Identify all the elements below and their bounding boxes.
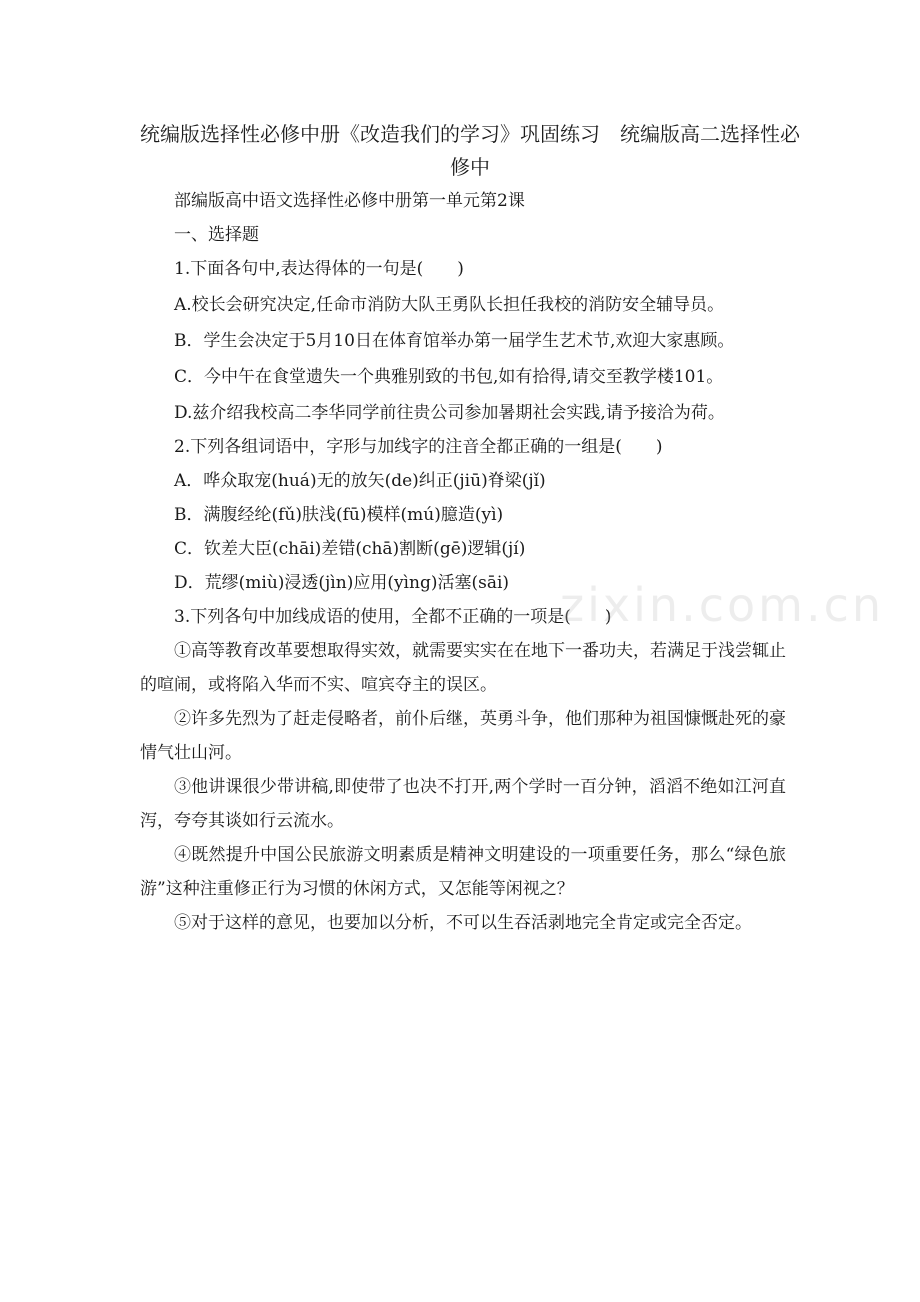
watermark: zixin.com.cn [560,578,885,632]
question-2-stem: 2.下列各组词语中，字形与加线字的注音全都正确的一组是( ) [174,437,663,457]
question-2-option-d: D．荒缪(miù)浸透(jìn)应用(yìng)活塞(sāi) [174,573,510,593]
section-heading: 一、选择题 [174,225,259,245]
question-2-option-c: C．钦差大臣(chāi)差错(chā)割断(gē)逻辑(jí) [174,539,526,559]
question-2-option-a: A．哗众取宠(huá)无的放矢(de)纠正(jiū)脊梁(jǐ) [174,471,546,491]
question-3-item-4: ④既然提升中国公民旅游文明素质是精神文明建设的一项重要任务，那么“绿色旅游”这种注重修正行为习惯的休闲方式，又怎能等闲视之？ [140,845,786,899]
question-3-item-1: ①高等教育改革要想取得实效，就需要实实在在地下一番功夫，若满足于浅尝辄止的喧闹，或将陷入华而不实、喧宾夺主的误区。 [140,641,786,695]
question-1-option-a: A.校长会研究决定,任命市消防大队王勇队长担任我校的消防安全辅导员。 [174,295,725,315]
document-subtitle: 部编版高中语文选择性必修中册第一单元第2课 [174,191,525,211]
question-1-option-d: D.兹介绍我校高二李华同学前往贵公司参加暑期社会实践,请予接洽为荷。 [174,403,725,423]
question-3-item-3: ③他讲课很少带讲稿,即使带了也决不打开,两个学时一百分钟，滔滔不绝如江河直泻，夸夸其谈如行云流水。 [140,777,786,831]
question-1-option-b: B．学生会决定于5月10日在体育馆举办第一届学生艺术节,欢迎大家惠顾。 [174,331,735,351]
question-3-stem: 3.下列各句中加线成语的使用，全都不正确的一项是( ) [174,607,612,627]
question-1-stem: 1.下面各句中,表达得体的一句是( ) [174,259,464,279]
document-body [140,184,786,940]
question-3-item-2: ②许多先烈为了赶走侵略者，前仆后继，英勇斗争，他们那种为祖国慷慨赴死的豪情气壮山河。 [140,709,786,763]
question-2-option-b: B．满腹经纶(fǔ)肤浅(fū)模样(mú)臆造(yì) [174,505,504,525]
question-1-option-c: C．今中午在食堂遗失一个典雅别致的书包,如有拾得,请交至教学楼101。 [174,367,724,387]
question-3-item-5: ⑤对于这样的意见，也要加以分析，不可以生吞活剥地完全肯定或完全否定。 [174,913,752,933]
document-title: 统编版选择性必修中册《改造我们的学习》巩固练习 统编版高二选择性必修中 [140,122,800,179]
